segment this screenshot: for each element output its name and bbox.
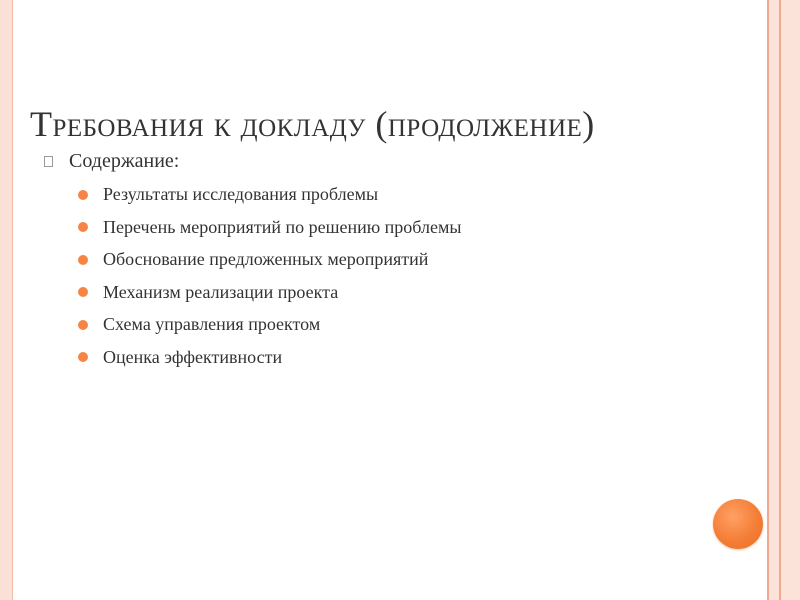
list-item xyxy=(78,314,461,335)
list-item-label: Механизм реализации проекта xyxy=(103,281,339,302)
list-item-label: Перечень мероприятий по решению проблемы xyxy=(103,216,462,237)
orange-dot-icon xyxy=(78,352,88,362)
content-heading-label: Содержание: xyxy=(69,150,180,172)
content-heading xyxy=(44,148,179,174)
left-frame-border xyxy=(0,0,13,600)
right-frame-line xyxy=(767,0,769,600)
orange-dot-icon xyxy=(78,190,88,200)
slide-title: Требования к докладу (продолжение) xyxy=(30,104,595,144)
orange-circle-icon xyxy=(713,499,763,549)
orange-dot-icon xyxy=(78,222,88,232)
list-item-label: Схема управления проектом xyxy=(103,314,321,334)
orange-dot-icon xyxy=(78,320,88,330)
list-item-label: Обоснование предложенных мероприятий xyxy=(103,249,429,269)
list-item-label: Результаты исследования проблемы xyxy=(103,184,379,204)
list-item xyxy=(78,282,461,303)
content-list xyxy=(78,184,461,379)
orange-dot-icon xyxy=(78,287,88,297)
list-item xyxy=(78,217,461,238)
list-item xyxy=(78,184,461,205)
list-item xyxy=(78,347,461,368)
orange-dot-icon xyxy=(78,255,88,265)
list-item-label: Оценка эффективности xyxy=(103,346,283,367)
right-frame-border xyxy=(767,0,800,600)
right-frame-line xyxy=(779,0,781,600)
list-item xyxy=(78,249,461,270)
square-bullet-icon xyxy=(44,156,53,167)
